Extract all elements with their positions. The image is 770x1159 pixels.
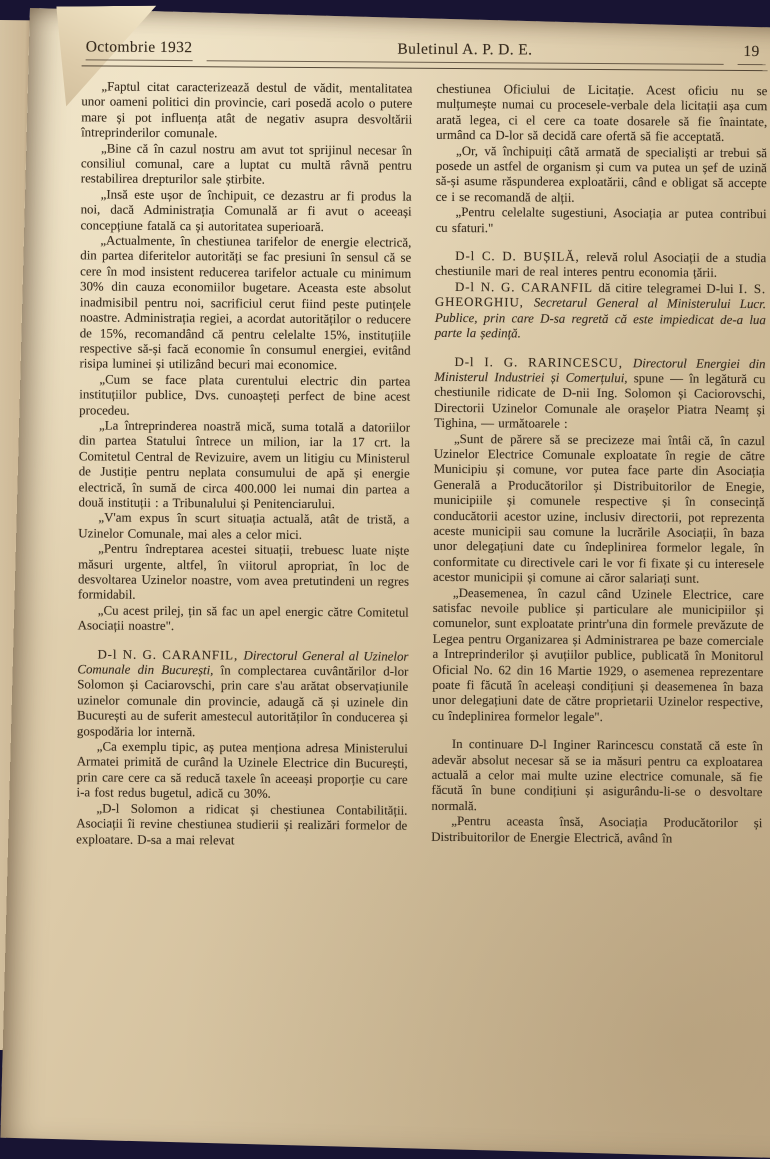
text-run: „Cu acest prilej, țin să fac un apel energic către Comitetul Asociații noastre". xyxy=(77,603,409,634)
text-run: „D-l Solomon a ridicat și chestiunea Contabilității. Asociații îi revine chestiunea studierii și realizări formelor de exploatare. D-sa a mai relevat xyxy=(76,801,408,847)
text-run: dă citire telegramei D-lui xyxy=(598,280,739,296)
name-caps-run: D-l N. G. CARANFIL, xyxy=(97,647,244,663)
paragraph xyxy=(435,249,766,282)
name-caps-run: D-l C. D. BUȘILĂ, xyxy=(455,249,587,264)
paragraph xyxy=(76,739,407,803)
paragraph xyxy=(431,737,763,816)
page-header xyxy=(82,38,768,71)
text-run: spune — în legătură cu chestiunile ridicate de D-nii Ing. Solomon și Caciorovschi, Directorii Uzinelor Comunale ale orașelor Piatra Neamț și Tighina, — următoarele : xyxy=(434,371,766,431)
paragraph xyxy=(78,418,410,513)
paragraph xyxy=(81,79,412,143)
text-run: „Faptul citat caracterizează destul de vădit, mentalitatea unor oameni politici din provincie, cari posedă acolo o putere mare și pot influența atât de negativ asupra desvoltării întreprinderilor comunale. xyxy=(81,79,413,141)
text-run: „Pentru celelalte sugestiuni, Asociația ar putea contribui cu sfaturi." xyxy=(435,205,767,235)
paragraph xyxy=(434,354,766,433)
journal-page xyxy=(0,8,770,1159)
paragraph xyxy=(432,585,764,726)
text-run: „Sunt de părere să se precizeze mai întâi că, în cazul Uzinelor Electrice Comunale exploatate în regie de către Municipiu și comune, vor putea face parte din Asociația Generală a Producătorilor și Distribuitorilor de Enegie, municipiile și comunele respective și în consecință conducătorii acestor uzine, inclusiv directorii, pot reprezenta aceste municipii sau comune la lucrările Asociații, în baza unor delegațiuni date cu îndeplinirea formelor legale, în conformitate cu directivele cari le vor fi fixate și cu interesele acestor municipii și comune ai căror salariați sunt. xyxy=(432,431,766,586)
text-run: „Cum se face plata curentului electric din partea instituțiilor publice, Dvs. cunoașteți perfect de bine acest procedeu. xyxy=(79,372,411,418)
text-run: relevă rolul Asociații de a studia chestiunile mari de real interes pentru economia țării. xyxy=(435,249,767,281)
page-content xyxy=(24,8,770,892)
right-column xyxy=(431,82,767,852)
text-run: în complectarea cuvântărilor d-lor Solomon și Caciarovschi, prin care s'au arătat observațiunile uzinelor comunale din provincie, adaugă că și uzinele din București au de suferit amestecul autorităților în conducerea și gospodăria lor internă. xyxy=(76,663,409,739)
text-run: „Insă este ușor de închipuit, ce dezastru ar fi produs la noi, dacă Administrația Comunală ar fi avut o aceeași concepțiune fatală ca și autoritatea superioară. xyxy=(80,187,412,234)
italic-run: Directorul General al Uzinelor Comunale din București, xyxy=(77,648,409,678)
text-run: „Bine că în cazul nostru am avut tot sprijinul necesar în consiliul comunal, care a luptat cu multă râvnă pentru restabilirea drepturilor sale știrbite. xyxy=(80,141,413,188)
text-run: „V'am expus în scurt situația actuală, atât de tristă, a Uzinelor Comunale, mai ales a celor mici. xyxy=(78,510,410,542)
italic-run: Directorul Energiei din Ministerul Industriei și Comerțului, xyxy=(434,355,766,386)
paragraph xyxy=(80,187,411,236)
page-number: 19 xyxy=(737,43,765,65)
paragraph xyxy=(436,143,767,207)
italic-run: Secretarul General al Ministerului Lucr. Publice, prin care D-sa regretă că este impiedicat de-a lua parte la ședință. xyxy=(434,295,766,341)
paragraph xyxy=(431,814,762,847)
text-run: „Or, vă închipuiți câtă armată de specialiști ar trebui să posede un astfel de organism și cum va putea un șef de uzină să-și asume răspunderea exploatării, când e obligat să accepte ce i se recomandă de alții. xyxy=(435,143,768,205)
text-run: „Pentru aceasta însă, Asociația Producătorilor și Distribuitorilor de Energie Electrică, având în xyxy=(431,814,763,846)
text-columns xyxy=(76,79,767,852)
name-caps-run: I. S. GHEORGHIU, xyxy=(434,281,767,310)
text-run: „Deasemenea, în cazul când Uzinele Electrice, care satisfac nevoile publice și particulare ale municipiilor și comunelor, sunt exploatate printr'una din formele prevăzute de Legea pentru Organizarea și Administrarea pe baze comerciale a Intreprinderilor și avuțiilor publice, publicată în Monitorul Oficial No. 62 din 16 Martie 1929, o asemenea reprezentare poate fi făcută în aceleași condițiuni și deasemenea în baza unor delegațiuni date de către proprietarii Uzinelor respective, cu îndeplinirea formelor legale". xyxy=(432,585,764,724)
left-column xyxy=(76,79,412,849)
text-run: „La întreprinderea noastră mică, suma totală a datoriilor din partea Statului întrece un milion, iar la 17 crt. la Comitetul Central de Revizuire, avem un litigiu cu Ministerul de Justiție pentru neplata consumului de apă și energie electrică, în sumă de circa 400.000 lei numai din partea a două instituții : a Tribunalului și Penitenciarului. xyxy=(78,418,411,512)
text-run: „Ca exemplu tipic, aș putea menționa adresa Ministerului Armatei primită de curând la Uzinele Electrice din București, prin care cere ca să reducă taxele în aceeași proporție cu care i-a fost redus bugetul, adică cu 30%. xyxy=(76,739,408,801)
text-run: chestiunea Oficiului de Licitație. Acest oficiu nu se mulțumește numai cu procesele-verbale dela licitații așa cum arată legea, ci el cere ca toate dosarele să fie înaintate, urmând ca D-lor să decidă care ofertă să fie acceptată. xyxy=(436,81,768,145)
name-caps-run: D-l N. G. CARANFIL xyxy=(454,279,599,295)
journal-title: Buletinul A. P. D. E. xyxy=(206,39,723,65)
paragraph xyxy=(79,233,411,374)
paragraph xyxy=(78,603,409,636)
paragraph xyxy=(76,801,407,850)
paragraph xyxy=(81,141,412,190)
issue-date: Octombrie 1932 xyxy=(86,38,193,61)
paragraph xyxy=(433,431,765,587)
text-run: „Pentru îndreptarea acestei situații, trebuesc luate niște măsuri urgente, altfel, în viitorul apropriat, în loc de desvoltarea Uzinelor noastre, vom avea pretutindeni un regres formidabil. xyxy=(77,541,410,603)
paragraph xyxy=(79,372,410,421)
paragraph xyxy=(77,647,409,742)
text-run: „Actualmente, în chestiunea tarifelor de energie electrică, din partea diferitelor autorități se fac presiuni în sensul că se cere în mod insistent reducerea tarifelor actuale cu minimum 30% din cauza economiilor bugetare. Aceasta este absolut inadmisibil pentru noi, sacrificiul cerut fiind peste putințele noastre. Administrația regiei, a acordat autorităților o reducere de 15%, recomandând că pentru celelalte 15%, instituțiile respective să-și facă economie în consumul energiei, evitând risipa luminei și utilizând becuri mai economice. xyxy=(79,233,412,373)
paragraph xyxy=(78,511,409,544)
paragraph xyxy=(78,542,409,606)
text-run: In continuare D-l Inginer Rarincescu constată că este în adevăr absolut necesar să se ia măsuri pentru ca exploatarea actuală a celor mai multe uzine electrice comunale, să fie făcută în bune condițiuni și asigurându-li-se o desvoltare normală. xyxy=(431,737,763,814)
paragraph xyxy=(435,280,766,344)
paragraph xyxy=(435,205,766,238)
name-caps-run: D-l I. G. RARINCESCU, xyxy=(454,354,633,370)
paragraph xyxy=(436,82,767,146)
